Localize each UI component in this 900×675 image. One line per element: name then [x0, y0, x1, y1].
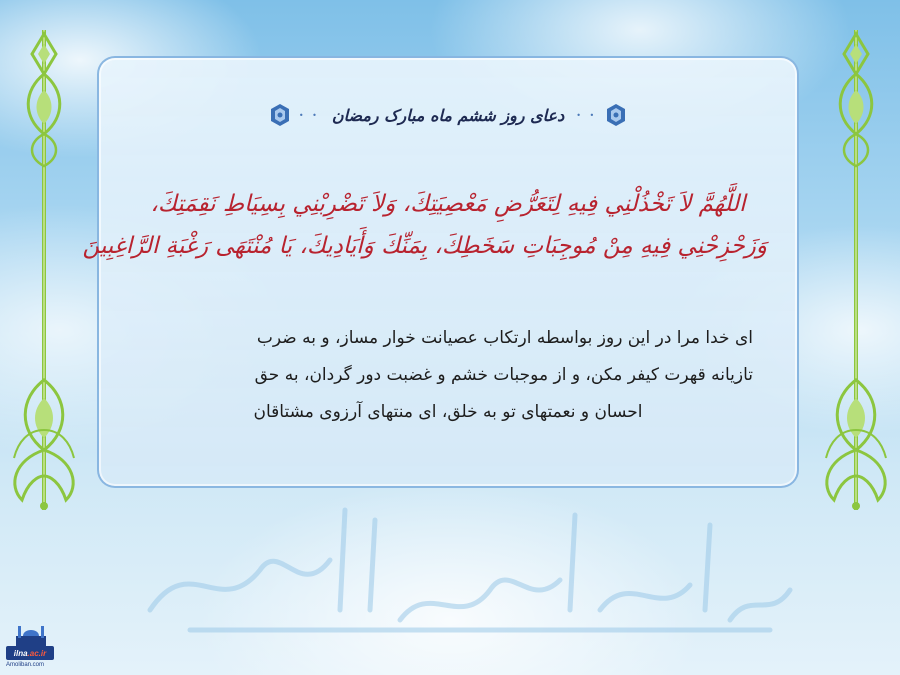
persian-line-2: تازیانه قهرت کیفر مکن، و از موجبات خشم و غضبت دور گردان، به حق: [254, 365, 753, 385]
logo-badge-prefix: ilna: [13, 648, 28, 658]
calligraphy-watermark-icon: [130, 490, 810, 640]
arabic-line-1: اللَّهُمَّ لاَ تَخْذُلْنِي فِيهِ لِتَعَرُّضِ مَعْصِيَتِكَ، وَلاَ تَضْرِبْنِي بِسِيَاطِ نَقِمَتِكَ،: [150, 191, 746, 217]
persian-line-3: احسان و نعمتهای تو به خلق، ای منتهای آرزوی مشتاقان: [253, 402, 643, 422]
logo-badge: [6, 646, 54, 660]
mosque-logo-icon: [14, 622, 48, 648]
rosette-icon: [265, 102, 295, 128]
arabic-line-2: وَزَحْزِحْنِي فِيهِ مِنْ مُوجِبَاتِ سَخَطِكَ، بِمَنِّكَ وَأَيَادِيكَ، يَا مُنْتَهَى رَغْبَةِ الرَّاغِبِينَ: [82, 233, 767, 259]
right-ornamental-pillar-icon: [816, 30, 896, 510]
page-title: دعای روز ششم ماه مبارک رمضان: [331, 105, 565, 125]
arabic-dua-text: [82, 183, 767, 267]
title-ornament-left: • •: [576, 102, 631, 128]
title-ornament-right: • •: [265, 102, 320, 128]
left-ornamental-pillar-icon: [4, 30, 84, 510]
rosette-icon: [601, 102, 631, 128]
title-row: [99, 98, 797, 132]
persian-translation-text: [143, 320, 753, 431]
persian-line-1: ای خدا مرا در این روز بواسطه ارتکاب عصیانت خوار مساز، و به ضرب: [256, 328, 753, 348]
site-logo[interactable]: [6, 622, 56, 668]
dua-card: [82, 56, 799, 488]
logo-badge-suffix: .ac.ir: [27, 648, 47, 658]
logo-caption: Amoliban.com: [6, 662, 45, 668]
